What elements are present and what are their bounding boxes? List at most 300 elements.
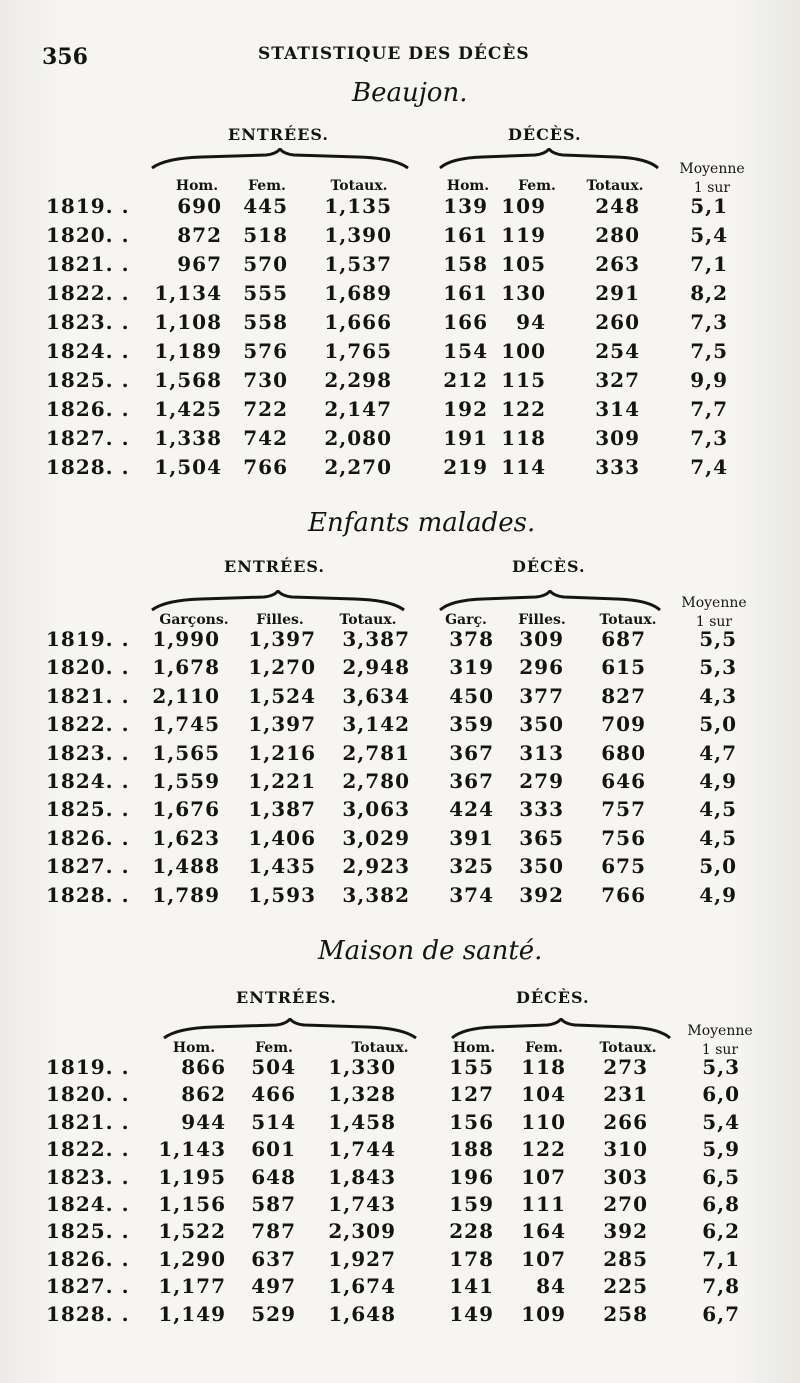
cell-m: 4,5	[699, 825, 737, 850]
cell-d1: 424	[449, 797, 494, 822]
year-cell: 1819. .	[46, 627, 130, 651]
column-header: Garçons.	[159, 612, 229, 628]
cell-e1: 866	[181, 1055, 226, 1079]
year-cell: 1826. .	[46, 1246, 130, 1271]
cell-d2: 107	[521, 1164, 566, 1189]
year-cell: 1827. .	[46, 1274, 130, 1299]
cell-d1: 374	[449, 882, 494, 907]
year-cell: 1822. .	[46, 1137, 130, 1162]
cell-m: 5,4	[690, 223, 728, 247]
cell-d2: 84	[536, 1274, 566, 1299]
cell-d3: 273	[603, 1055, 648, 1079]
cell-d1: 219	[443, 455, 488, 479]
cell-e1: 1,108	[154, 310, 222, 334]
cell-d2: 111	[521, 1192, 566, 1216]
moyenne-label: Moyenne	[679, 161, 745, 177]
cell-e3: 3,387	[342, 627, 410, 651]
cell-e3: 1,648	[328, 1301, 396, 1326]
cell-d1: 149	[449, 1301, 494, 1326]
cell-d2: 114	[501, 455, 546, 479]
cell-e2: 1,435	[248, 854, 316, 879]
cell-e1: 1,990	[152, 627, 220, 651]
cell-d3: 260	[595, 310, 640, 334]
cell-d2: 122	[521, 1137, 566, 1162]
cell-d3: 827	[601, 683, 646, 708]
cell-e2: 1,406	[248, 825, 316, 850]
cell-e1: 1,565	[152, 740, 220, 765]
year-cell: 1823. .	[46, 310, 130, 334]
cell-m: 9,9	[690, 368, 728, 392]
table-row	[0, 1274, 800, 1302]
cell-e1: 1,290	[158, 1246, 226, 1271]
cell-d3: 709	[601, 712, 646, 737]
cell-e3: 3,029	[342, 825, 410, 850]
cell-e2: 766	[243, 455, 288, 479]
cell-d1: 192	[443, 397, 488, 421]
cell-e3: 1,843	[328, 1164, 396, 1189]
cell-d3: 766	[601, 882, 646, 907]
table-row	[0, 1219, 800, 1247]
cell-e3: 1,390	[324, 223, 392, 247]
table-row	[0, 426, 800, 454]
cell-m: 7,5	[690, 339, 728, 363]
cell-e3: 1,666	[324, 310, 392, 334]
cell-e2: 518	[243, 223, 288, 247]
column-header: Filles.	[256, 612, 304, 628]
cell-m: 4,9	[699, 769, 737, 793]
cell-d2: 107	[521, 1246, 566, 1271]
table-row	[0, 741, 800, 769]
moyenne-header-beaujon	[672, 160, 752, 198]
cell-e1: 1,568	[154, 368, 222, 392]
cell-e2: 648	[251, 1164, 296, 1189]
column-header: Totaux.	[339, 612, 397, 628]
column-header: Totaux.	[330, 178, 388, 194]
cell-m: 5,5	[699, 627, 737, 651]
deaths-brace-beaujon	[438, 148, 660, 170]
cell-d1: 367	[449, 740, 494, 765]
cell-d3: 680	[601, 740, 646, 765]
cell-e3: 1,328	[328, 1082, 396, 1107]
cell-d1: 191	[443, 426, 488, 450]
year-cell: 1821. .	[46, 683, 130, 708]
table-row	[0, 826, 800, 854]
cell-d3: 687	[601, 627, 646, 651]
cell-d1: 156	[449, 1109, 494, 1134]
cell-d1: 450	[449, 683, 494, 708]
year-cell: 1821. .	[46, 1109, 130, 1134]
cell-d2: 333	[519, 797, 564, 822]
cell-e1: 967	[177, 252, 222, 276]
cell-d3: 309	[595, 426, 640, 450]
cell-m: 6,8	[702, 1192, 740, 1216]
column-header: Filles.	[518, 612, 566, 628]
cell-d3: 392	[603, 1219, 648, 1244]
entries-brace-enfants-malades	[150, 590, 406, 612]
table-row	[0, 1082, 800, 1110]
cell-e1: 1,134	[154, 281, 222, 305]
cell-d3: 254	[595, 339, 640, 363]
cell-d2: 296	[519, 655, 564, 680]
table-row	[0, 1055, 800, 1083]
cell-e3: 1,135	[324, 194, 392, 218]
year-cell: 1823. .	[46, 740, 130, 765]
deaths-brace-enfants-malades	[438, 590, 662, 612]
cell-d1: 127	[449, 1082, 494, 1107]
cell-d3: 258	[603, 1301, 648, 1326]
cell-e3: 1,674	[328, 1274, 396, 1299]
table-row	[0, 1192, 800, 1220]
moyenne-label: Moyenne	[687, 1023, 753, 1039]
cell-e1: 1,177	[158, 1274, 226, 1299]
cell-m: 7,1	[690, 252, 728, 276]
cell-d2: 100	[501, 339, 546, 363]
cell-e2: 601	[251, 1137, 296, 1162]
year-cell: 1822. .	[46, 712, 130, 737]
cell-m: 5,1	[690, 194, 728, 218]
cell-e1: 1,678	[152, 655, 220, 680]
cell-m: 6,5	[702, 1164, 740, 1189]
cell-d2: 104	[521, 1082, 566, 1107]
column-header: Hom.	[446, 178, 490, 194]
cell-m: 5,3	[702, 1055, 740, 1079]
cell-d2: 279	[519, 769, 564, 793]
cell-d2: 309	[519, 627, 564, 651]
column-header: Fem.	[525, 1040, 563, 1056]
cell-m: 8,2	[690, 281, 728, 305]
cell-m: 5,0	[699, 712, 737, 737]
cell-e1: 2,110	[152, 683, 220, 708]
table-row	[0, 194, 800, 222]
cell-e1: 1,156	[158, 1192, 226, 1216]
cell-e3: 2,147	[324, 397, 392, 421]
cell-d2: 122	[501, 397, 546, 421]
year-cell: 1824. .	[46, 339, 130, 363]
year-cell: 1825. .	[46, 1219, 130, 1244]
cell-e2: 1,270	[248, 655, 316, 680]
cell-d1: 161	[443, 281, 488, 305]
table-row	[0, 281, 800, 309]
cell-e3: 2,270	[324, 455, 392, 479]
cell-d3: 310	[603, 1137, 648, 1162]
table-row	[0, 339, 800, 367]
cell-d2: 109	[501, 194, 546, 218]
cell-d1: 154	[443, 339, 488, 363]
cell-d1: 319	[449, 655, 494, 680]
cell-d2: 118	[501, 426, 546, 450]
table-row	[0, 712, 800, 740]
cell-e1: 1,789	[152, 882, 220, 907]
year-cell: 1824. .	[46, 1192, 130, 1216]
cell-e3: 2,780	[342, 769, 410, 793]
section-title-enfants-malades: Enfants malades.	[308, 508, 536, 538]
cell-d3: 270	[603, 1192, 648, 1216]
cell-m: 5,3	[699, 655, 737, 680]
cell-e3: 3,634	[342, 683, 410, 708]
cell-d1: 228	[449, 1219, 494, 1244]
column-header: Totaux.	[599, 1040, 657, 1056]
cell-e1: 872	[177, 223, 222, 247]
cell-d2: 350	[519, 712, 564, 737]
cell-e2: 466	[251, 1082, 296, 1107]
cell-e1: 1,189	[154, 339, 222, 363]
cell-e2: 555	[243, 281, 288, 305]
cell-e2: 787	[251, 1219, 296, 1244]
cell-e3: 3,063	[342, 797, 410, 822]
cell-m: 7,4	[690, 455, 728, 479]
cell-d3: 757	[601, 797, 646, 822]
entries-header-enfants-malades: ENTRÉES.	[224, 557, 325, 576]
column-header: Fem.	[248, 178, 286, 194]
cell-e2: 722	[243, 397, 288, 421]
column-header: Garç.	[445, 612, 487, 628]
cell-m: 6,7	[702, 1301, 740, 1326]
cell-m: 5,4	[702, 1109, 740, 1134]
cell-d1: 196	[449, 1164, 494, 1189]
cell-d1: 188	[449, 1137, 494, 1162]
year-cell: 1819. .	[46, 194, 130, 218]
column-header: Hom.	[172, 1040, 216, 1056]
cell-e1: 862	[181, 1082, 226, 1107]
deaths-header-beaujon: DÉCÈS.	[508, 125, 582, 144]
year-cell: 1825. .	[46, 368, 130, 392]
section-title-maison-de-sante: Maison de santé.	[318, 936, 543, 966]
entries-header-beaujon: ENTRÉES.	[228, 125, 329, 144]
cell-e1: 1,488	[152, 854, 220, 879]
cell-d2: 350	[519, 854, 564, 879]
cell-d2: 313	[519, 740, 564, 765]
cell-d1: 391	[449, 825, 494, 850]
page-number: 356	[42, 44, 88, 70]
year-cell: 1820. .	[46, 655, 130, 680]
cell-e2: 587	[251, 1192, 296, 1216]
column-header: Hom.	[175, 178, 219, 194]
cell-e3: 3,142	[342, 712, 410, 737]
year-cell: 1828. .	[46, 455, 130, 479]
sur-label: 1 sur	[695, 614, 733, 630]
cell-d1: 159	[449, 1192, 494, 1216]
cell-e1: 1,623	[152, 825, 220, 850]
deaths-header-maison-de-sante: DÉCÈS.	[516, 988, 590, 1007]
cell-d3: 291	[595, 281, 640, 305]
cell-d3: 327	[595, 368, 640, 392]
cell-e2: 558	[243, 310, 288, 334]
table-row	[0, 455, 800, 483]
cell-e1: 1,676	[152, 797, 220, 822]
cell-e2: 1,397	[248, 712, 316, 737]
entries-header-maison-de-sante: ENTRÉES.	[236, 988, 337, 1007]
table-row	[0, 1165, 800, 1193]
year-cell: 1825. .	[46, 797, 130, 822]
table-row	[0, 684, 800, 712]
table-row	[0, 397, 800, 425]
year-cell: 1827. .	[46, 426, 130, 450]
cell-e1: 1,195	[158, 1164, 226, 1189]
cell-e3: 3,382	[342, 882, 410, 907]
cell-e1: 1,559	[152, 769, 220, 793]
year-cell: 1823. .	[46, 1164, 130, 1189]
cell-m: 5,9	[702, 1137, 740, 1162]
cell-d1: 155	[449, 1055, 494, 1079]
cell-d3: 314	[595, 397, 640, 421]
cell-e1: 1,745	[152, 712, 220, 737]
cell-d3: 285	[603, 1246, 648, 1271]
entries-brace-maison-de-sante	[162, 1018, 418, 1040]
cell-e2: 504	[251, 1055, 296, 1079]
cell-e3: 2,298	[324, 368, 392, 392]
cell-d3: 280	[595, 223, 640, 247]
cell-e2: 1,387	[248, 797, 316, 822]
cell-d1: 161	[443, 223, 488, 247]
cell-d3: 615	[601, 655, 646, 680]
cell-m: 6,2	[702, 1219, 740, 1244]
column-header: Fem.	[255, 1040, 293, 1056]
cell-d2: 392	[519, 882, 564, 907]
year-cell: 1826. .	[46, 397, 130, 421]
cell-e3: 1,927	[328, 1246, 396, 1271]
cell-d1: 166	[443, 310, 488, 334]
cell-e2: 1,216	[248, 740, 316, 765]
cell-e3: 2,948	[342, 655, 410, 680]
table-row	[0, 1302, 800, 1330]
table-row	[0, 854, 800, 882]
table-row	[0, 797, 800, 825]
year-cell: 1826. .	[46, 825, 130, 850]
cell-e1: 1,425	[154, 397, 222, 421]
cell-e1: 944	[181, 1109, 226, 1134]
cell-d2: 377	[519, 683, 564, 708]
entries-brace-beaujon	[150, 148, 410, 170]
cell-m: 6,0	[702, 1082, 740, 1107]
cell-e3: 1,458	[328, 1109, 396, 1134]
year-cell: 1821. .	[46, 252, 130, 276]
table-row	[0, 252, 800, 280]
year-cell: 1820. .	[46, 1082, 130, 1107]
cell-e3: 2,309	[328, 1219, 396, 1244]
year-cell: 1828. .	[46, 882, 130, 907]
year-cell: 1819. .	[46, 1055, 130, 1079]
cell-m: 4,9	[699, 882, 737, 907]
cell-d3: 266	[603, 1109, 648, 1134]
cell-d2: 130	[501, 281, 546, 305]
running-head: STATISTIQUE DES DÉCÈS	[258, 44, 530, 64]
table-row	[0, 655, 800, 683]
cell-d2: 164	[521, 1219, 566, 1244]
table-row	[0, 883, 800, 911]
cell-e2: 730	[243, 368, 288, 392]
cell-d3: 333	[595, 455, 640, 479]
cell-d3: 263	[595, 252, 640, 276]
column-header: Totaux.	[351, 1040, 409, 1056]
cell-e2: 637	[251, 1246, 296, 1271]
cell-e2: 1,524	[248, 683, 316, 708]
cell-d2: 365	[519, 825, 564, 850]
cell-d1: 325	[449, 854, 494, 879]
cell-m: 5,0	[699, 854, 737, 879]
table-row	[0, 627, 800, 655]
table-row	[0, 223, 800, 251]
cell-e2: 1,593	[248, 882, 316, 907]
cell-m: 4,5	[699, 797, 737, 822]
cell-e2: 497	[251, 1274, 296, 1299]
cell-d3: 231	[603, 1082, 648, 1107]
table-row	[0, 769, 800, 797]
cell-e3: 2,080	[324, 426, 392, 450]
cell-d2: 110	[521, 1109, 566, 1134]
section-title-beaujon: Beaujon.	[352, 78, 468, 108]
cell-d1: 212	[443, 368, 488, 392]
cell-d3: 756	[601, 825, 646, 850]
cell-d1: 141	[449, 1274, 494, 1299]
sur-label: 1 sur	[701, 1042, 739, 1058]
column-header: Hom.	[452, 1040, 496, 1056]
cell-e3: 1,765	[324, 339, 392, 363]
deaths-header-enfants-malades: DÉCÈS.	[512, 557, 586, 576]
year-cell: 1820. .	[46, 223, 130, 247]
cell-d2: 94	[516, 310, 546, 334]
cell-m: 4,3	[699, 683, 737, 708]
cell-e3: 1,744	[328, 1137, 396, 1162]
cell-m: 7,3	[690, 310, 728, 334]
column-header: Totaux.	[599, 612, 657, 628]
cell-m: 7,1	[702, 1246, 740, 1271]
column-header: Totaux.	[586, 178, 644, 194]
year-cell: 1822. .	[46, 281, 130, 305]
year-cell: 1824. .	[46, 769, 130, 793]
cell-e1: 1,149	[158, 1301, 226, 1326]
cell-e1: 1,143	[158, 1137, 226, 1162]
cell-e2: 514	[251, 1109, 296, 1134]
cell-e3: 1,330	[328, 1055, 396, 1079]
cell-d2: 105	[501, 252, 546, 276]
moyenne-label: Moyenne	[681, 595, 747, 611]
cell-e2: 1,397	[248, 627, 316, 651]
cell-e2: 445	[243, 194, 288, 218]
cell-d2: 115	[501, 368, 546, 392]
cell-d1: 367	[449, 769, 494, 793]
table-row	[0, 1110, 800, 1138]
cell-e2: 576	[243, 339, 288, 363]
cell-e1: 1,504	[154, 455, 222, 479]
cell-e1: 1,522	[158, 1219, 226, 1244]
cell-d1: 139	[443, 194, 488, 218]
table-row	[0, 310, 800, 338]
cell-d3: 303	[603, 1164, 648, 1189]
table-row	[0, 368, 800, 396]
cell-e1: 690	[177, 194, 222, 218]
column-header: Fem.	[518, 178, 556, 194]
table-row	[0, 1247, 800, 1275]
cell-m: 7,3	[690, 426, 728, 450]
cell-m: 7,7	[690, 397, 728, 421]
cell-d3: 248	[595, 194, 640, 218]
cell-d3: 225	[603, 1274, 648, 1299]
year-cell: 1827. .	[46, 854, 130, 879]
cell-e2: 1,221	[248, 769, 316, 793]
cell-d1: 158	[443, 252, 488, 276]
cell-e3: 2,781	[342, 740, 410, 765]
cell-d2: 109	[521, 1301, 566, 1326]
cell-e3: 1,743	[328, 1192, 396, 1216]
cell-d2: 119	[501, 223, 546, 247]
cell-d1: 378	[449, 627, 494, 651]
cell-e2: 529	[251, 1301, 296, 1326]
cell-e2: 742	[243, 426, 288, 450]
cell-e2: 570	[243, 252, 288, 276]
deaths-brace-maison-de-sante	[450, 1018, 672, 1040]
cell-e3: 1,689	[324, 281, 392, 305]
cell-d2: 118	[521, 1055, 566, 1079]
